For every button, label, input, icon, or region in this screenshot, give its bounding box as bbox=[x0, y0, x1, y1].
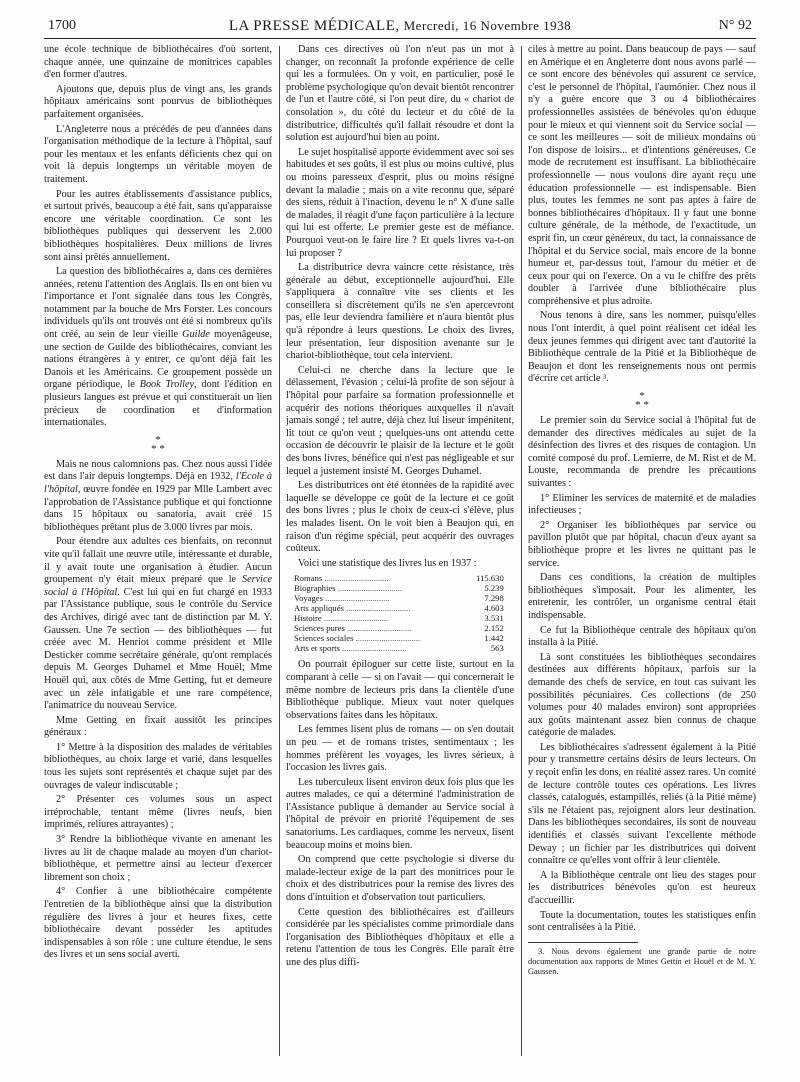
paragraph: Les bibliothécaires s'adressent également à la Pitié pour y transmettre certains désirs de leurs lecteurs. On y reçoit enfin les dons, en réalité assez rares. Un comité de lecture contrôle toutes ces opérations. Les livres classés, catalogués, estampillés, reliés (à la Pitié même) s'ils ne l'étaient pas, rejoignent alors leur destination. Dans les bibliothèques secondaires, ils sont de nouveau identifiés et classés suivant l'excellente méthode Deway ; un fichier par les distributrices qui doivent connaître ce qu'elles vont offrir à leur clientèle. bbox=[528, 741, 756, 867]
paragraph: ciles à mettre au point. Dans beaucoup de pays — sauf en Amérique et en Angleterre dont nous avons parlé — ce sont encore des bénévoles qui assurent ce service, c'est le personnel de l'hôpital, l'aumônier. Chez nous il n'y a guère encore que 3 ou 4 bibliothécaires professionnelles assistées de bénévoles qu'on éduque pour le mieux et qui viennent soit du Service social — ce sont les meilleures — soit de milieux mondains où l'on dispose de loisirs... et d'intentions généreuses. Ce mode de recrutement est insuffisant. La bibliothécaire professionnelle — nous voulons dire ayant reçu une éducation professionnelle — est indispensable. Bien plus, toutes les femmes ne sont pas aptes à faire de bonnes bibliothécaires d'hôpitaux. Il y faut une bonne culture générale, de la méthode, de l'exactitude, un esprit fin, un cœur généreux, du tact, la connaissance de l'hôpital et du Service social, mais encore de la bonne humeur et, par-dessus tout, l'amour du métier et de ceux pour qui on l'exerce. On a vu le chiffre des prêts doubler à l'arrivée d'une bibliothécaire plus compréhensive et plus adroite. bbox=[528, 44, 756, 307]
stats-row bbox=[294, 593, 504, 603]
stats-category-label: Sciences pures bbox=[294, 623, 345, 634]
paragraph: Celui-ci ne cherche dans la lecture que le délassement, l'évasion ; celui-là profite de son séjour à l'hôpital pour parfaire sa formation professionnelle et acquérir des notions théoriques auxquelles il n'avait jamais songé ; tel autre, déjà chez lui liseur impénitent, lit tout ce qu'on veut ; quelques-uns ont attendu cette occasion de découvrir le plaisir de la lecture et le goût des bons livres, bénéfice qui n'est pas négligeable et sur lequel a justement insisté M. Georges Duhamel. bbox=[286, 364, 514, 477]
paragraph: Mme Getting en fixait aussitôt les principes généraux : bbox=[44, 714, 272, 739]
paragraph: On comprend que cette psychologie si diverse du malade-lecteur exige de la part des monitrices pour le choix et des distributrices pour la remise des livres des dons d'intuition et d'observation tout particuliers. bbox=[286, 854, 514, 904]
list-item: 2° Présenter ces volumes sous un aspect irréprochable, tentant même (livres neufs, bien imprimés, reliures attrayantes) ; bbox=[44, 794, 272, 831]
paragraph: Le premier soin du Service social à l'hôpital fut de demander des directives médicales au sujet de la désinfection des livres et des risques de contagion. Un comité composé du prof. Lemierre, de M. Rist et de M. Louste, recommanda de prendre les précautions suivantes : bbox=[528, 415, 756, 489]
stats-category-label: Arts et sports bbox=[294, 643, 340, 654]
stats-value: 5.239 bbox=[484, 583, 504, 594]
stats-row bbox=[294, 583, 504, 593]
text-run: Pour étendre aux adultes ces bienfaits, on reconnut vite qu'il fallait une œuvre utile, intéressante et durable, il y avait toute une organisation à étudier. Aucun groupement n'y était mieux préparé que le bbox=[44, 536, 272, 586]
paragraph: Toute la documentation, toutes les statistiques enfin sont centralisées à la Pitié. bbox=[528, 909, 756, 934]
paragraph: Nous tenons à dire, sans les nommer, puisqu'elles nous l'ont interdit, à quel point réalisent cet idéal les deux jeunes femmes qui dirigent avec tant d'autorité la Bibliothèque centrale de la Pitié et la Bibliothèque de Beaujon et dont les renseignements nous ont permis d'écrire cet article ³. bbox=[528, 310, 756, 385]
column-rule bbox=[279, 46, 280, 1056]
paragraph: Ce fut la Bibliothèque centrale des hôpitaux qu'on installa à la Pitié. bbox=[528, 624, 756, 649]
column-left bbox=[44, 44, 272, 1064]
emphasis: Guilde bbox=[182, 329, 210, 341]
paragraph: Les distributrices ont été étonnées de la rapidité avec laquelle se développe ce goût de la lecture et ce goût des bons livres ; plus le choix de ceux-ci s'élève, plus les malades lisent. On le voit bien à Beaujon qui, en raison d'un régime spécial, peut acquérir des ouvrages coûteux. bbox=[286, 480, 514, 555]
leader-dots: .............................. bbox=[353, 633, 421, 644]
paragraph: Cette question des bibliothécaires est d'ailleurs considérée par les spécialistes comme primordiale dans l'organisation des Bibliothèques d'hôpitaux et elle a retenu l'attention de tous les Congrès. Elle paraît être une des plus diffi- bbox=[286, 906, 514, 968]
stats-category-label: Biographies bbox=[294, 583, 336, 594]
stats-row bbox=[294, 613, 504, 623]
leader-dots: .............................. bbox=[322, 593, 390, 604]
footnote-rule bbox=[528, 942, 638, 943]
leader-dots: .............................. bbox=[322, 573, 389, 584]
leader-dots: .............................. bbox=[343, 603, 411, 614]
journal-name: LA PRESSE MÉDICALE, bbox=[228, 18, 400, 34]
stats-category bbox=[294, 583, 445, 593]
list-item: 1° Eliminer les services de maternité et de maladies infectieuses ; bbox=[528, 492, 756, 517]
leader-dots: .............................. bbox=[335, 583, 403, 594]
stats-row bbox=[294, 643, 504, 653]
paragraph: Voici une statistique des livres lus en 1937 : bbox=[298, 557, 477, 569]
stats-value: 1.442 bbox=[484, 633, 504, 644]
stats-category bbox=[294, 593, 445, 603]
stats-row bbox=[294, 633, 504, 643]
stats-value: 2.152 bbox=[484, 623, 504, 634]
stats-category bbox=[294, 633, 445, 643]
paragraph: Les tuberculeux lisent environ deux fois plus que les autres malades, ce qui a déterminé l'administration de l'Assistance publique à demander au Service social à l'hôpital de prévoir en priorité l'équipement de ses sanatoriums. Les cardiaques, comme les nerveux, lisent beaucoup moins et moins bien. bbox=[286, 776, 514, 851]
stats-category-label: Voyages bbox=[294, 593, 323, 604]
stats-value: 115.630 bbox=[476, 573, 504, 584]
page-number: 1700 bbox=[48, 18, 76, 33]
paragraph: A la Bibliothèque centrale ont lieu des stages pour les distributrices bénévoles qu'on est heureux d'accueillir. bbox=[528, 869, 756, 906]
emphasis: Service social à l'Hôpital bbox=[44, 574, 272, 598]
stats-value: 3.531 bbox=[484, 613, 504, 624]
list-item: 4° Confier à une bibliothécaire compétente l'entretien de la bibliothèque ainsi que la distribution régulière des livres à jour et heures fixes, cette bibliothécaire devant posséder les aptitudes indispensables à son rôle : une culture étendue, le sens des livres et un sens social averti. bbox=[44, 886, 272, 961]
paragraph bbox=[44, 459, 272, 535]
asterism-bottom: * * bbox=[151, 442, 165, 455]
paragraph: Ajoutons que, depuis plus de vingt ans, les grands hôpitaux américains sont pourvus de bibliothèques parfaitement organisées. bbox=[44, 83, 272, 120]
stats-row bbox=[294, 603, 504, 613]
stats-category-label: Sciences sociales bbox=[294, 633, 354, 644]
issue-date: Mercredi, 16 Novembre 1938 bbox=[403, 18, 572, 33]
page-header bbox=[44, 14, 756, 39]
leader-dots: .............................. bbox=[344, 623, 412, 634]
stats-category bbox=[294, 603, 445, 613]
stats-value: 7.298 bbox=[484, 593, 504, 604]
reading-statistics-table bbox=[294, 573, 504, 653]
asterism-top: * bbox=[639, 390, 645, 403]
paragraph: On pourrait épiloguer sur cette liste, surtout en la comparant à celle — si on l'avait — qui concernerait le même nombre de lecteurs pris dans la clientèle d'une Bibliothèque publique. Mieux vaut noter quelques observations faites dans les hôpitaux. bbox=[286, 659, 514, 721]
stats-category bbox=[294, 613, 445, 623]
list-item: 1° Mettre à la disposition des malades de véritables bibliothèques, au choix large et varié, dans lesquelles tous les sujets sont représentés et chaque sujet par des ouvrages de valeur indiscutable ; bbox=[44, 741, 272, 791]
journal-page bbox=[44, 14, 756, 1070]
paragraph: Le sujet hospitalisé apporte évidemment avec soi ses habitudes et ses goûts, il est plus ou moins cultivé, plus ou moins paresseux d'esprit, plus ou moins résigné devant la maladie ; mais on a vite reconnu que, séparé des siens, réduit à l'inaction, devenu le n° X d'une salle de malades, il réagit d'une façon particulière à la lecture qui lui est offerte. Le premier geste est de méfiance. Pourquoi veut-on le faire lire ? Et quels livres va-t-on lui proposer ? bbox=[286, 146, 514, 259]
leader-dots: .............................. bbox=[321, 613, 389, 624]
stats-category bbox=[294, 573, 445, 583]
paragraph: Dans ces conditions, la création de multiples bibliothèques s'imposait. Pour les alimenter, les entretenir, les contrôler, un organisme central était indispensable. bbox=[528, 572, 756, 621]
stats-category bbox=[294, 643, 445, 653]
section-separator bbox=[528, 392, 756, 410]
article-body bbox=[44, 44, 756, 1064]
paragraph bbox=[44, 536, 272, 712]
issue-number: N° 92 bbox=[718, 18, 752, 33]
stats-value: 4.603 bbox=[484, 603, 504, 614]
paragraph: Pour les autres établissements d'assistance publics, et surtout privés, beaucoup a été fait, sans qu'apparaisse encore une véritable coordination. Ce sont les bibliothèques publiques qui desservent les 2.000 bibliothèques hospitalières. Deux millions de livres sont ainsi prêtés annuellement. bbox=[44, 188, 272, 263]
column-middle bbox=[286, 44, 514, 1064]
footnote: 3. Nous devons également une grande partie de notre documentation aux rapports de Mmes Gettin et Houël et de M. Y. Gaussen. bbox=[528, 946, 756, 976]
emphasis: l'Ecole à l'hôpital bbox=[44, 471, 272, 495]
column-rule bbox=[521, 46, 522, 1056]
column-right bbox=[528, 44, 756, 1064]
running-title bbox=[44, 15, 756, 38]
text-run: La question des bibliothécaires a, dans ces dernières années, retenu l'attention des Anglais. Ils en ont bien vu l'importance et l'ont signalée dans tous les Congrès, notamment par la bouche de Mrs Forster. Les concours individuels qu'ils ont trouvés ont été si nombreux qu'ils ont créé, au sein de leur vieille bbox=[44, 266, 272, 341]
section-separator bbox=[44, 433, 272, 455]
text-run: moyenâgeuse, une section de Guilde des bibliothécaires, conviant les nations étrangères à y entrer, ce qu'ont déjà fait les Danois et les Américains. Ce groupement possède un organe périodique, le bbox=[44, 329, 272, 391]
text-run: . C'est lui qui en fut chargé en 1933 par l'Assistance publique, sous le contrôle du Service des Archives, dirigé avec tant de distinction par M. Y. Gaussen. Une 7e section — des bibliothèques — fut créée avec M. Henriot comme président et Mlle Desticker comme secrétaire générale, qu'ont remplacés depuis M. Georges Duhamel et Mme Houël; Mme Houël qui, aux côtés de Mme Getting, fut et demeure avec un zèle infatigable et une rare compétence, l'animatrice du nouveau Service. bbox=[44, 586, 272, 712]
stats-category-label: Arts appliqués bbox=[294, 603, 344, 614]
paragraph: Dans ces directives où l'on n'eut pas un mot à changer, on reconnaît la profonde expérience de celle qui les a formulées. On y voit, en particulier, posé le problème psychologique qu'on devait bientôt rencontrer de l'un et l'autre côté, si l'on peut dire, du « chariot de consolation », du côté du lecteur et du côté de la distributrice, difficultés qu'il fallait résoudre et dont la solution est aujourd'hui bien au point. bbox=[286, 44, 514, 144]
paragraph: L'Angleterre nous a précédés de peu d'années dans l'organisation méthodique de la lecture à l'hôpital, sauf pour les mentaux et les enfants déficients chez qui on voit là depuis longtemps un véritable moyen de traitement. bbox=[44, 123, 272, 185]
stats-value: 563 bbox=[490, 643, 504, 654]
text-run: , œuvre fondée en 1929 par Mlle Lambert avec l'approbation de l'Assistance publique et qui fonctionne dans 15 hôpitaux ou sanatoria, avait créé 15 bibliothèques prêtant plus de 3.000 livres par mois. bbox=[44, 484, 272, 533]
emphasis: Book Trolley bbox=[139, 379, 195, 391]
list-item: 2° Organiser les bibliothèques par service ou pavillon plutôt que par hôpital, chacun d'eux ayant sa bibliothèque propre et les livres ne quittant pas le service. bbox=[528, 519, 756, 569]
stats-category-label: Histoire bbox=[294, 613, 322, 624]
leader-dots: .............................. bbox=[339, 643, 407, 654]
paragraph bbox=[44, 266, 272, 430]
asterism-bottom: * * bbox=[635, 399, 649, 412]
stats-row bbox=[294, 623, 504, 633]
text-run: Mais ne nous calomnions pas. Chez nous aussi l'idée est dans l'air depuis longtemps. Déjà en 1932, bbox=[44, 458, 272, 483]
stats-category bbox=[294, 623, 445, 633]
paragraph: Là sont constituées les bibliothèques secondaires destinées aux différents hôpitaux, parfois sur la demande des chefs de service, en tout cas suivant les possibilités pécuniaires. Ces collections (de 250 volumes pour 40 malades environ) sont appropriées aux goûts maintenant assez bien connus de chaque catégorie de malades. bbox=[528, 651, 756, 739]
asterism-top: * bbox=[155, 433, 161, 446]
list-item: 3° Rendre la bibliothèque vivante en amenant les livres au lit de chaque malade au moyen d'un chariot-bibliothèque, et permettre ainsi au lecteur d'exercer librement son choix ; bbox=[44, 834, 272, 883]
paragraph: une école technique de bibliothécaires d'où sortent, chaque année, une quinzaine de monitrices capables d'en former d'autres. bbox=[44, 44, 272, 81]
stats-row bbox=[294, 573, 504, 583]
paragraph: Les femmes lisent plus de romans — on s'en doutait un peu — et de romans tristes, sentimentaux ; les hommes préfèrent les voyages, les livres sérieux, à l'occasion les livres gais. bbox=[286, 724, 514, 774]
stats-category-label: Romans bbox=[294, 573, 323, 584]
paragraph: La distributrice devra vaincre cette résistance, très générale au début, exceptionnelle aujourd'hui. Elle s'appliquera à connaître vite ses clients et les conseillera si discrètement qu'ils ne s'en apercevront pas, elle leur deviendra familière et n'aura bientôt plus qu'à répondre à leurs questions. Le choix des livres, leur présentation, leur disposition avenante sur le chariot-bibliothèque, tout cela intervient. bbox=[286, 262, 514, 362]
text-run: , dont l'édition en plusieurs langues est prévue et qui constituerait un lien précieux de coordination et d'information internationales. bbox=[44, 379, 272, 429]
